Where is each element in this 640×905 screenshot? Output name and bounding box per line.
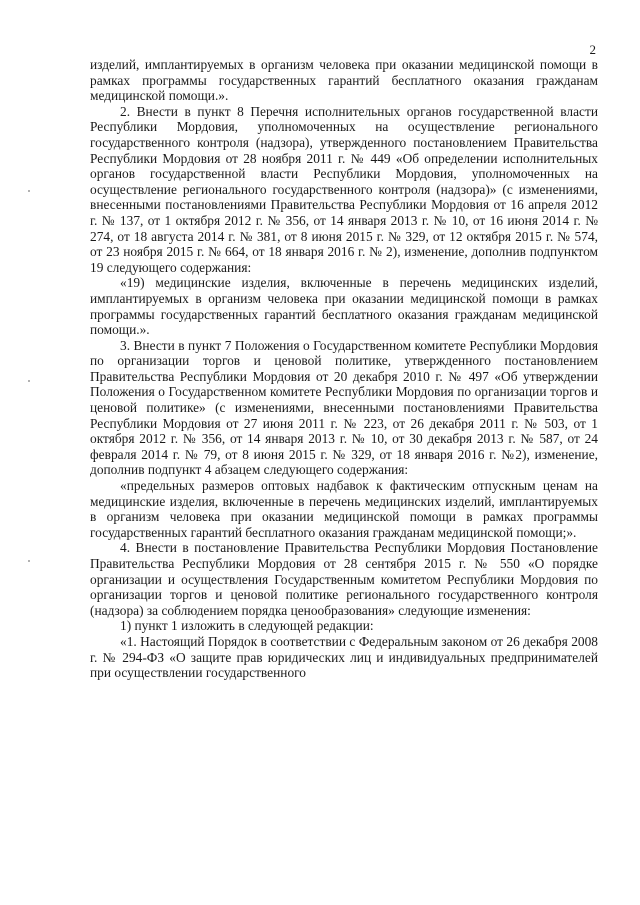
- paragraph: 3. Внести в пункт 7 Положения о Государственном комитете Республики Мордовия по организации торгов и ценовой политике, утвержденного постановлением Правительства Республики Мордовия от 20 декабря 2010 г. № 497 «Об утверждении Положения о Государственном комитете Республики Мордовия по организации торгов и ценовой политике» (с изменениями, внесенными постановлениями Правительства Республики Мордовия от 27 июня 2011 г. № 223, от 26 декабря 2011 г. № 503, от 1 октября 2012 г. № 356, от 14 января 2013 г. № 10, от 30 декабря 2013 г. № 587, от 24 февраля 2014 г. № 79, от 8 июня 2015 г. № 329, от 18 января 2016 г. №2), изменение, дополнив подпункт 4 абзацем следующего содержания:: [90, 337, 598, 478]
- document-body: [90, 57, 598, 681]
- paragraph: изделий, имплантируемых в организм человека при оказании медицинской помощи в рамках программы государственных гарантий бесплатного оказания гражданам медицинской помощи.».: [90, 57, 598, 104]
- paragraph: 1) пункт 1 изложить в следующей редакции:: [120, 618, 374, 634]
- paragraph: 4. Внести в постановление Правительства Республики Мордовия Постановление Правительства Республики Мордовия от 28 сентября 2015 г. № 550 «О порядке организации и осуществления Государственным комитетом Республики Мордовия по организации торгов и ценовой политике регионального государственного контроля (надзора) за соблюдением порядка ценообразования» следующие изменения:: [90, 540, 598, 618]
- paragraph: «1. Настоящий Порядок в соответствии с Федеральным законом от 26 декабря 2008 г. № 294-ФЗ «О защите прав юридических лиц и индивидуальных предпринимателей при осуществлении государственного: [90, 633, 598, 681]
- paragraph: «19) медицинские изделия, включенные в перечень медицинских изделий, имплантируемых в организм человека при оказании медицинской помощи в рамках программы государственных гарантий бесплатного оказания гражданам медицинской помощи.».: [90, 275, 598, 338]
- paragraph: «предельных размеров оптовых надбавок к фактическим отпускным ценам на медицинские изделия, включенные в перечень медицинских изделий, имплантируемых в организм человека при оказании медицинской помощи в рамках программы государственных гарантий бесплатного оказания гражданам медицинской помощи;».: [90, 478, 598, 540]
- scan-mark: [28, 560, 30, 562]
- page-number: 2: [589, 42, 596, 57]
- scan-mark: [28, 190, 30, 192]
- paragraph: 2. Внести в пункт 8 Перечня исполнительных органов государственной власти Республики Мордовия, уполномоченных на осуществление регионального государственного контроля (надзора), утвержденного постановлением Правительства Республики Мордовия от 28 ноября 2011 г. № 449 «Об определении исполнительных органов государственной власти Республики Мордовия, уполномоченных на осуществление регионального государственного контроля (надзора)» (с изменениями, внесенными постановлениями Правительства Республики Мордовия от 16 апреля 2012 г. № 137, от 1 октября 2012 г. № 356, от 14 января 2013 г. № 10, от 16 июня 2014 г. № 274, от 18 августа 2014 г. № 381, от 8 июня 2015 г. № 329, от 12 октября 2015 г. № 574, от 23 ноября 2015 г. № 664, от 18 января 2016 г. № 2), изменение, дополнив подпунктом 19 следующего содержания:: [90, 103, 598, 275]
- scan-mark: [28, 380, 30, 382]
